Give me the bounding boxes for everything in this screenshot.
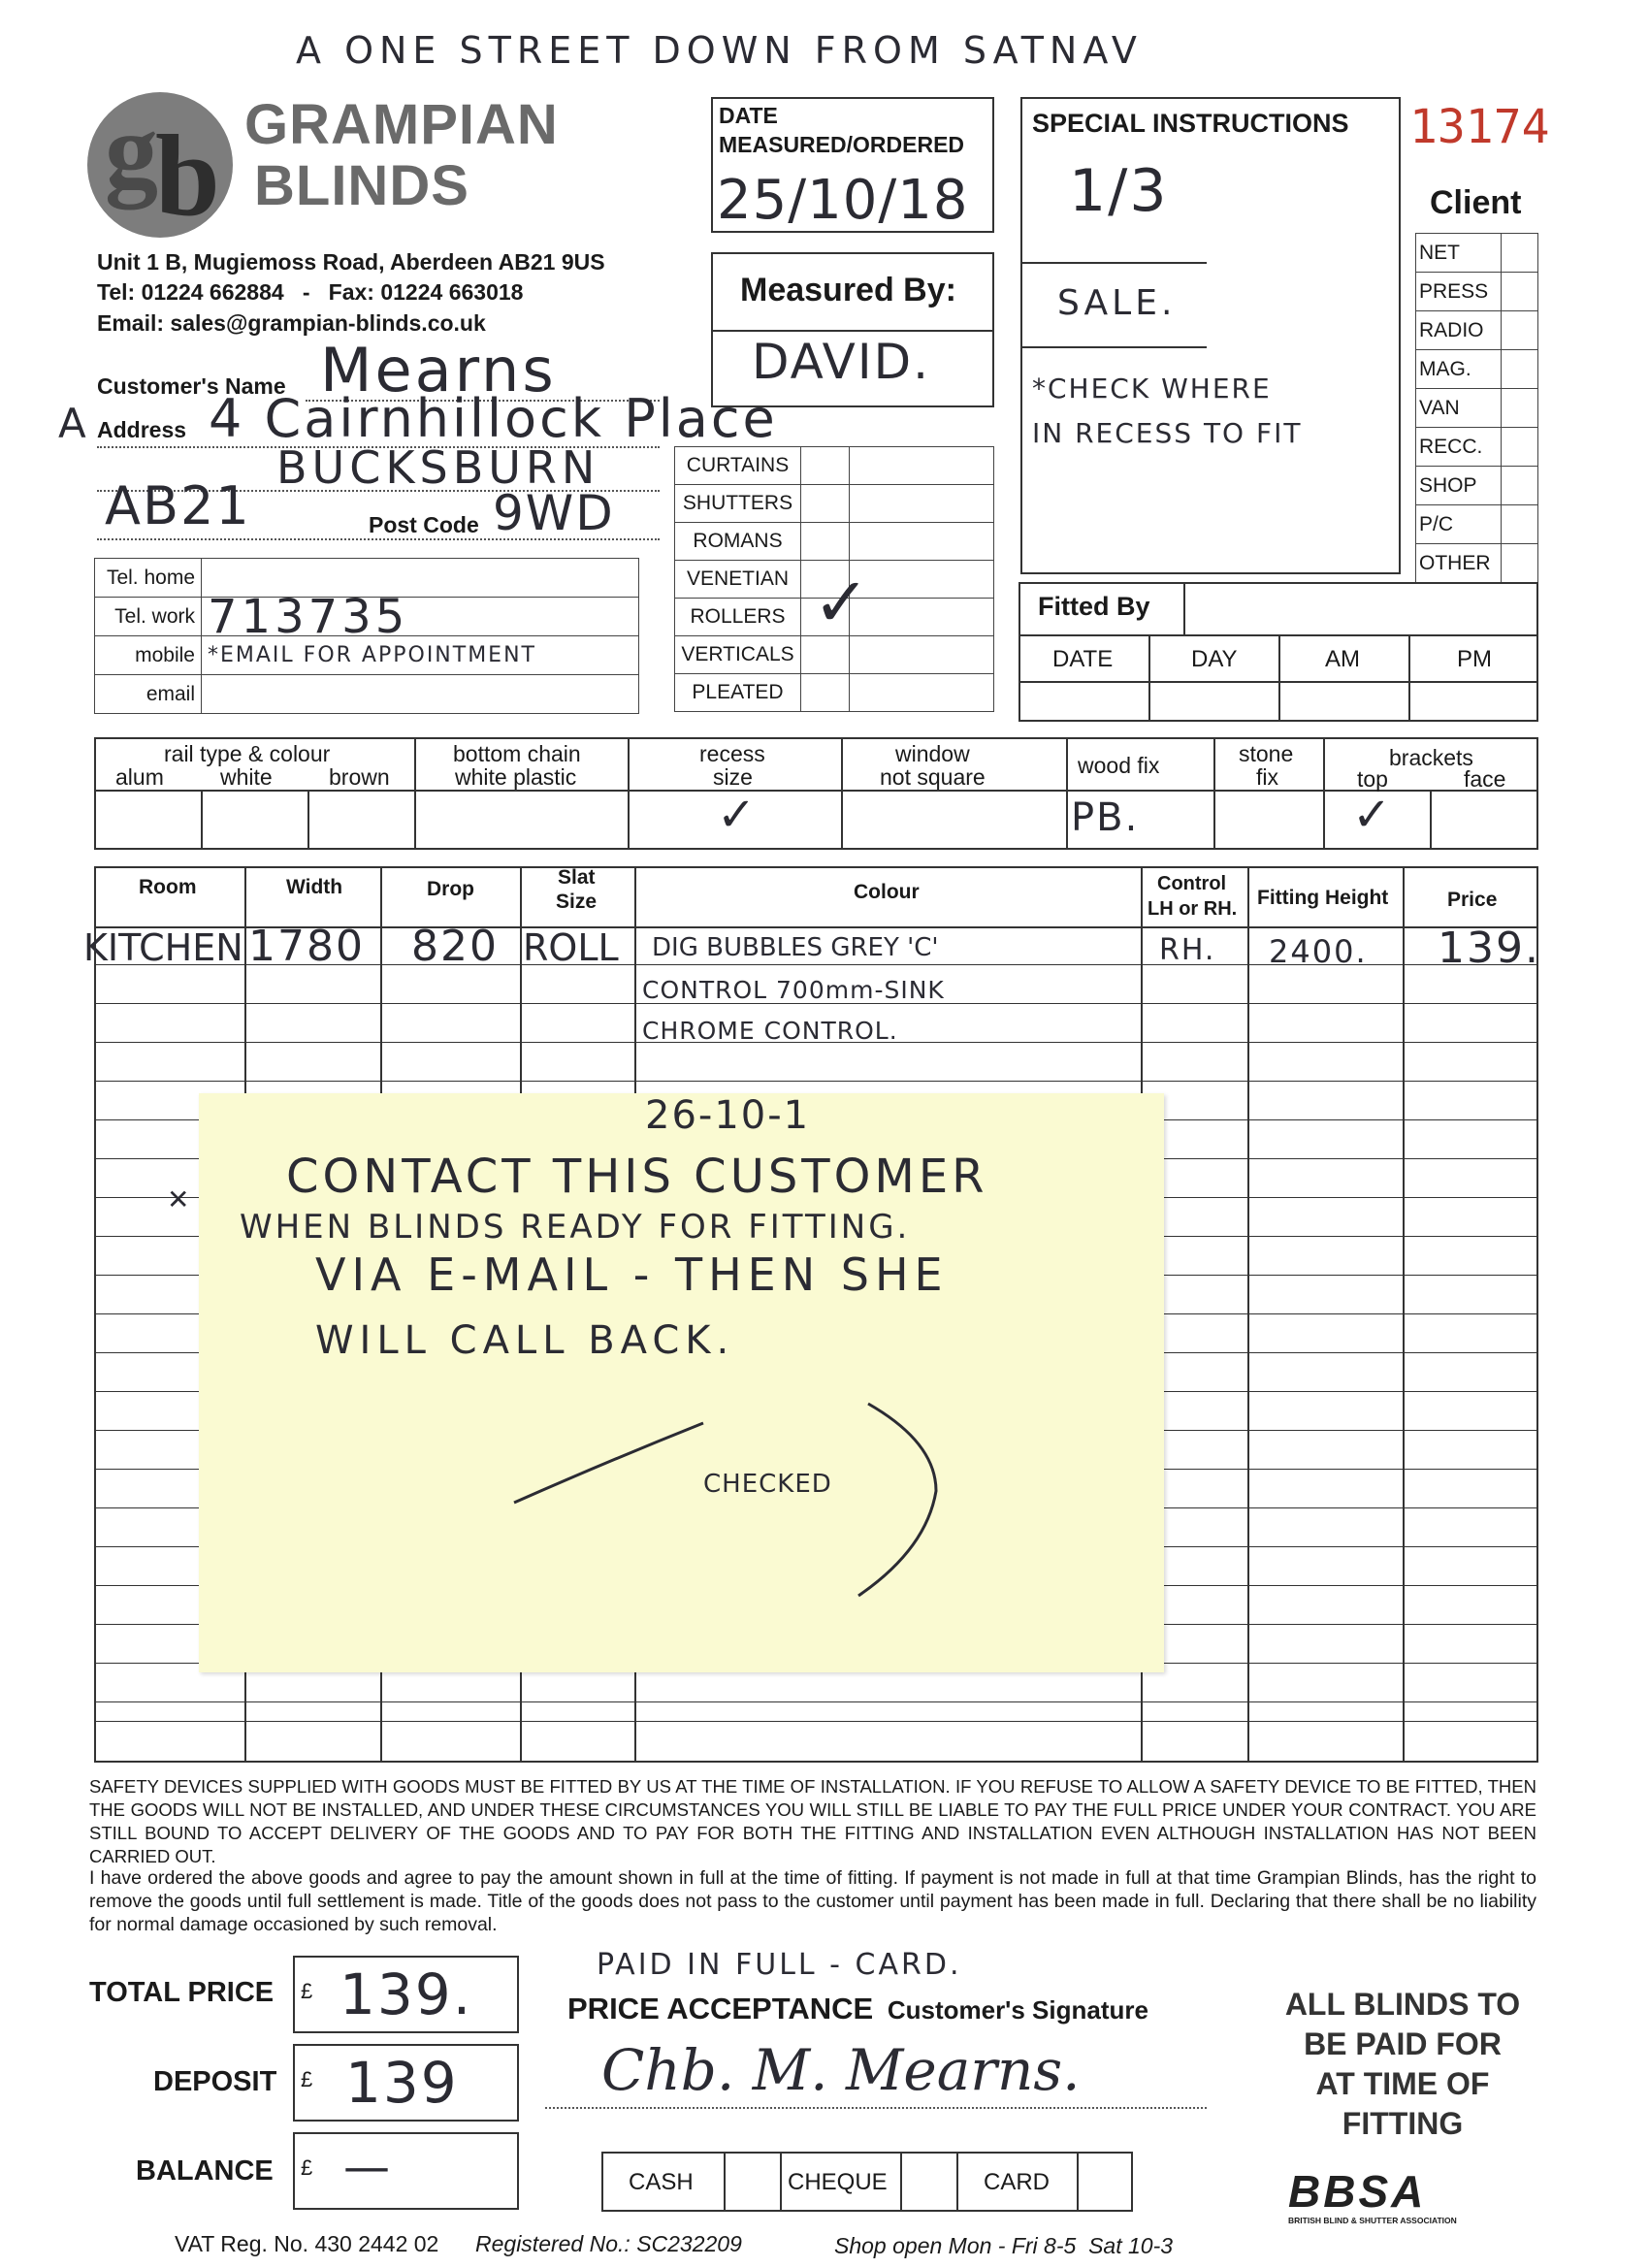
balance-value: —: [343, 2140, 392, 2194]
order-header-slat-line1: Slat: [558, 866, 596, 889]
deposit-value: 139: [345, 2050, 459, 2116]
product-checkbox[interactable]: [801, 485, 850, 523]
tel-home-label: Tel. home: [95, 559, 202, 598]
client-checkbox[interactable]: [1502, 467, 1538, 505]
balance-currency-symbol: £: [301, 2155, 313, 2180]
tel-work-label: Tel. work: [95, 598, 202, 636]
order-row1-control: RH.: [1159, 933, 1216, 967]
product-option[interactable]: VERTICALS: [675, 636, 801, 674]
stone-line1: stone: [1239, 741, 1294, 766]
contact-table: [94, 558, 639, 714]
special-instruction-line4: IN RECESS TO FIT: [1032, 417, 1303, 449]
client-option-row: [1416, 389, 1538, 428]
footer-registered: Registered No.: SC232209: [475, 2231, 742, 2256]
special-instruction-line1: 1/3: [1069, 157, 1169, 225]
product-row: [675, 485, 994, 523]
rollers-tick-mark: ✓: [813, 563, 872, 642]
measured-by-label: Measured By:: [740, 272, 956, 308]
product-row: [675, 523, 994, 561]
contact-row: [95, 598, 639, 636]
special-instructions-label: SPECIAL INSTRUCTIONS: [1032, 109, 1349, 138]
brackets-label: brackets: [1389, 745, 1473, 770]
address-marker: A: [58, 400, 88, 447]
special-instruction-line2: SALE.: [1057, 283, 1177, 323]
order-header-colour: Colour: [854, 881, 920, 903]
bottom-chain-line2: white plastic: [455, 764, 577, 790]
client-options-table: [1415, 233, 1538, 583]
client-option[interactable]: RECC.: [1416, 428, 1502, 467]
client-option-row: [1416, 350, 1538, 389]
address-line2: BUCKSBURN: [276, 441, 600, 494]
order-row1-room: KITCHEN: [83, 926, 243, 969]
order-header-price: Price: [1447, 889, 1498, 911]
order-row1-fitting-height: 2400.: [1269, 933, 1368, 970]
fitted-by-day: DAY: [1191, 646, 1238, 672]
client-option-row: [1416, 544, 1538, 583]
fitted-by-date: DATE: [1052, 646, 1114, 672]
product-option[interactable]: PLEATED: [675, 674, 801, 712]
footer-hours: Shop open Mon - Fri 8-5 Sat 10-3: [834, 2233, 1174, 2258]
rail-option-alum: alum: [115, 764, 164, 790]
order-row3-colour: CHROME CONTROL.: [642, 1017, 898, 1045]
brackets-face-label: face: [1464, 766, 1506, 792]
special-instructions-box: [1020, 97, 1401, 574]
product-qty[interactable]: [850, 523, 994, 561]
rail-option-brown: brown: [329, 764, 390, 790]
tel-work-value[interactable]: 713735: [202, 598, 639, 636]
client-option[interactable]: MAG.: [1416, 350, 1502, 389]
email-label: email: [95, 675, 202, 714]
sticky-note-signoff: CHECKED: [703, 1470, 832, 1499]
address-line3: AB21: [105, 475, 251, 536]
client-option-row: [1416, 505, 1538, 544]
date-label-line2: MEASURED/ORDERED: [719, 132, 965, 157]
date-label-line1: DATE: [719, 103, 778, 128]
form-number: 13174: [1409, 100, 1550, 154]
client-option-row: [1416, 311, 1538, 350]
payment-methods-box: [601, 2152, 1133, 2212]
product-option[interactable]: ROMANS: [675, 523, 801, 561]
order-row1-colour: DIG BUBBLES GREY 'C': [652, 933, 939, 962]
order-header-control-line1: Control: [1157, 873, 1227, 894]
client-option[interactable]: OTHER: [1416, 544, 1502, 583]
customer-name-value: Mearns: [320, 335, 557, 405]
sticky-note-line3: VIA E-MAIL - THEN SHE: [315, 1248, 949, 1301]
fitted-by-label: Fitted By: [1038, 592, 1150, 621]
client-option-row: [1416, 428, 1538, 467]
brand-name-line1: GRAMPIAN: [244, 93, 559, 156]
balance-box[interactable]: [293, 2132, 519, 2210]
sticky-note-line1: CONTACT THIS CUSTOMER: [286, 1150, 988, 1204]
total-price-label: TOTAL PRICE: [89, 1977, 275, 2008]
client-checkbox[interactable]: [1502, 273, 1538, 311]
brackets-top-label: top: [1357, 766, 1388, 792]
paid-in-full-note: PAID IN FULL - CARD.: [597, 1948, 962, 1982]
deposit-currency-symbol: £: [301, 2067, 313, 2091]
client-checkbox[interactable]: [1502, 544, 1538, 583]
product-checkbox[interactable]: [801, 447, 850, 485]
stone-line2: fix: [1256, 764, 1278, 790]
company-email: Email: sales@grampian-blinds.co.uk: [97, 310, 486, 336]
address-line1: 4 Cairnhillock Place: [209, 388, 778, 449]
order-header-slat-line2: Size: [556, 891, 598, 913]
measured-by-value: DAVID.: [752, 334, 930, 390]
payment-cash[interactable]: CASH: [629, 2169, 694, 2195]
order-header-fitting-height: Fitting Height: [1257, 887, 1389, 909]
order-header-drop: Drop: [427, 878, 474, 900]
recess-line2: size: [713, 764, 753, 790]
product-option[interactable]: SHUTTERS: [675, 485, 801, 523]
logo-monogram-b: b: [155, 111, 220, 240]
rail-type-header: rail type & colour: [164, 741, 331, 766]
window-line2: not square: [880, 764, 986, 790]
client-option[interactable]: PRESS: [1416, 273, 1502, 311]
order-header-control-line2: LH or RH.: [1148, 898, 1238, 920]
client-option-row: [1416, 467, 1538, 505]
order-header-width: Width: [286, 876, 343, 898]
total-price-box[interactable]: [293, 1956, 519, 2033]
product-row: [675, 674, 994, 712]
payment-cheque[interactable]: CHEQUE: [788, 2169, 888, 2195]
total-price-value: 139.: [340, 1961, 473, 2027]
logo-monogram-g: g: [105, 91, 158, 210]
product-checkbox[interactable]: [801, 674, 850, 712]
sticky-note: [199, 1093, 1164, 1672]
product-row: [675, 447, 994, 485]
order-row1-slat: ROLL: [523, 926, 619, 969]
wood-fix-value: PB.: [1071, 795, 1140, 840]
fitted-by-box: [1018, 582, 1538, 722]
client-option[interactable]: P/C: [1416, 505, 1502, 544]
client-checkbox[interactable]: [1502, 350, 1538, 389]
wood-fix-label: wood fix: [1078, 753, 1160, 778]
company-tel-fax: Tel: 01224 662884 - Fax: 01224 663018: [97, 279, 524, 305]
balance-label: BALANCE: [136, 2155, 274, 2187]
product-qty[interactable]: [850, 447, 994, 485]
client-option-row: [1416, 234, 1538, 273]
recess-tick-mark: ✓: [717, 788, 759, 842]
client-checkbox[interactable]: [1502, 234, 1538, 273]
sticky-note-date: 26-10-1: [645, 1093, 811, 1138]
recess-line1: recess: [699, 741, 765, 766]
order-row1-price: 139.: [1438, 923, 1540, 973]
fitted-by-pm: PM: [1457, 646, 1492, 672]
price-acceptance-title: PRICE ACCEPTANCE: [567, 1992, 874, 2025]
customer-signature-label: Customer's Signature: [887, 1995, 1148, 2025]
bbsa-logo-text: BBSA: [1288, 2166, 1427, 2217]
payment-notice-line1: ALL BLINDS TO: [1284, 1987, 1521, 2022]
total-currency-symbol: £: [301, 1979, 313, 2003]
deposit-label: DEPOSIT: [153, 2066, 277, 2097]
bbsa-subtitle: BRITISH BLIND & SHUTTER ASSOCIATION: [1288, 2216, 1457, 2225]
fittings-box: [94, 737, 1538, 850]
payment-card[interactable]: CARD: [984, 2169, 1051, 2195]
product-checkbox[interactable]: [801, 523, 850, 561]
email-value[interactable]: [202, 675, 639, 714]
order-header-room: Room: [139, 876, 197, 898]
client-option[interactable]: SHOP: [1416, 467, 1502, 505]
deposit-box[interactable]: [293, 2044, 519, 2122]
payment-notice-line4: FITTING: [1342, 2106, 1464, 2141]
mobile-value[interactable]: *EMAIL FOR APPOINTMENT: [202, 636, 639, 675]
client-checkbox[interactable]: [1502, 389, 1538, 428]
brackets-top-tick-mark: ✓: [1352, 788, 1394, 842]
payment-notice-line2: BE PAID FOR: [1304, 2026, 1502, 2061]
client-checkbox[interactable]: [1502, 311, 1538, 350]
product-qty[interactable]: [850, 485, 994, 523]
product-option[interactable]: ROLLERS: [675, 599, 801, 636]
address-label: Address: [97, 417, 187, 442]
order-row1-width: 1780: [248, 922, 365, 971]
client-checkbox[interactable]: [1502, 505, 1538, 544]
margin-x-mark: ✕: [167, 1183, 192, 1215]
payment-notice: [1249, 1985, 1556, 2144]
rail-option-white: white: [220, 764, 273, 790]
top-handwritten-note: A ONE STREET DOWN FROM SATNAV: [296, 29, 1143, 72]
date-measured-box: [711, 97, 994, 233]
date-value: 25/10/18: [717, 169, 969, 232]
sticky-note-line4: WILL CALL BACK.: [315, 1318, 735, 1363]
order-row2-colour: CONTROL 700mm-SINK: [642, 976, 945, 1004]
bbsa-logo: [1288, 2165, 1513, 2225]
window-line1: window: [895, 741, 970, 766]
special-instruction-line3: *CHECK WHERE: [1032, 373, 1272, 405]
brand-name-line2: BLINDS: [254, 154, 469, 217]
company-address: Unit 1 B, Mugiemoss Road, Aberdeen AB21 9US: [97, 249, 605, 275]
client-label: Client: [1430, 184, 1522, 221]
postcode-label: Post Code: [369, 512, 479, 537]
price-acceptance-label: [567, 1992, 1148, 2026]
product-option[interactable]: VENETIAN: [675, 561, 801, 599]
product-option[interactable]: CURTAINS: [675, 447, 801, 485]
client-option-row: [1416, 273, 1538, 311]
postcode-value: 9WD: [493, 485, 615, 541]
payment-notice-line3: AT TIME OF: [1315, 2066, 1490, 2101]
contact-row: [95, 675, 639, 714]
sticky-note-line2: WHEN BLINDS READY FOR FITTING.: [240, 1208, 911, 1247]
agreement-terms: I have ordered the above goods and agree to pay the amount shown in full at the time of fitting. If payment is not made in full at that time Grampian Blinds, has the right to remove the goods until full settlement is made. Title of the goods does not pass to the customer until payment has been made in full. Declaring that there shall be no liability for normal damage occasioned by such removal.: [89, 1867, 1536, 1935]
client-option[interactable]: NET: [1416, 234, 1502, 273]
customer-signature: Chb. M. Mearns.: [601, 2037, 1081, 2103]
bottom-chain-line1: bottom chain: [453, 741, 581, 766]
sticky-note-checkmark-swoosh: [199, 1093, 1164, 1672]
footer-vat: VAT Reg. No. 430 2442 02: [175, 2231, 439, 2256]
safety-terms: SAFETY DEVICES SUPPLIED WITH GOODS MUST BE FITTED BY US AT THE TIME OF INSTALLATION. IF YOU REFUSE TO ALLOW A SAFETY DEVICE TO BE FITTED, THEN THE GOODS WILL NOT BE INSTALLED, AND UNDER THESE CIRCUMSTANCES YOU WILL STILL BE LIABLE TO PAY THE FULL PRICE UNDER YOUR CONTRACT. YOU ARE STILL BOUND TO ACCEPT DELIVERY OF THE GOODS AND TO PAY FOR BOTH THE FITTING AND INSTALLATION EVEN ALTHOUGH INSTALLATION HAS NOT BEEN CARRIED OUT.: [89, 1776, 1536, 1866]
client-checkbox[interactable]: [1502, 428, 1538, 467]
mobile-label: mobile: [95, 636, 202, 675]
fitted-by-am: AM: [1325, 646, 1360, 672]
order-row1-drop: 820: [411, 922, 499, 971]
customer-name-label: Customer's Name: [97, 373, 286, 399]
client-option[interactable]: VAN: [1416, 389, 1502, 428]
client-option[interactable]: RADIO: [1416, 311, 1502, 350]
measured-by-box: [711, 252, 994, 407]
product-qty[interactable]: [850, 674, 994, 712]
